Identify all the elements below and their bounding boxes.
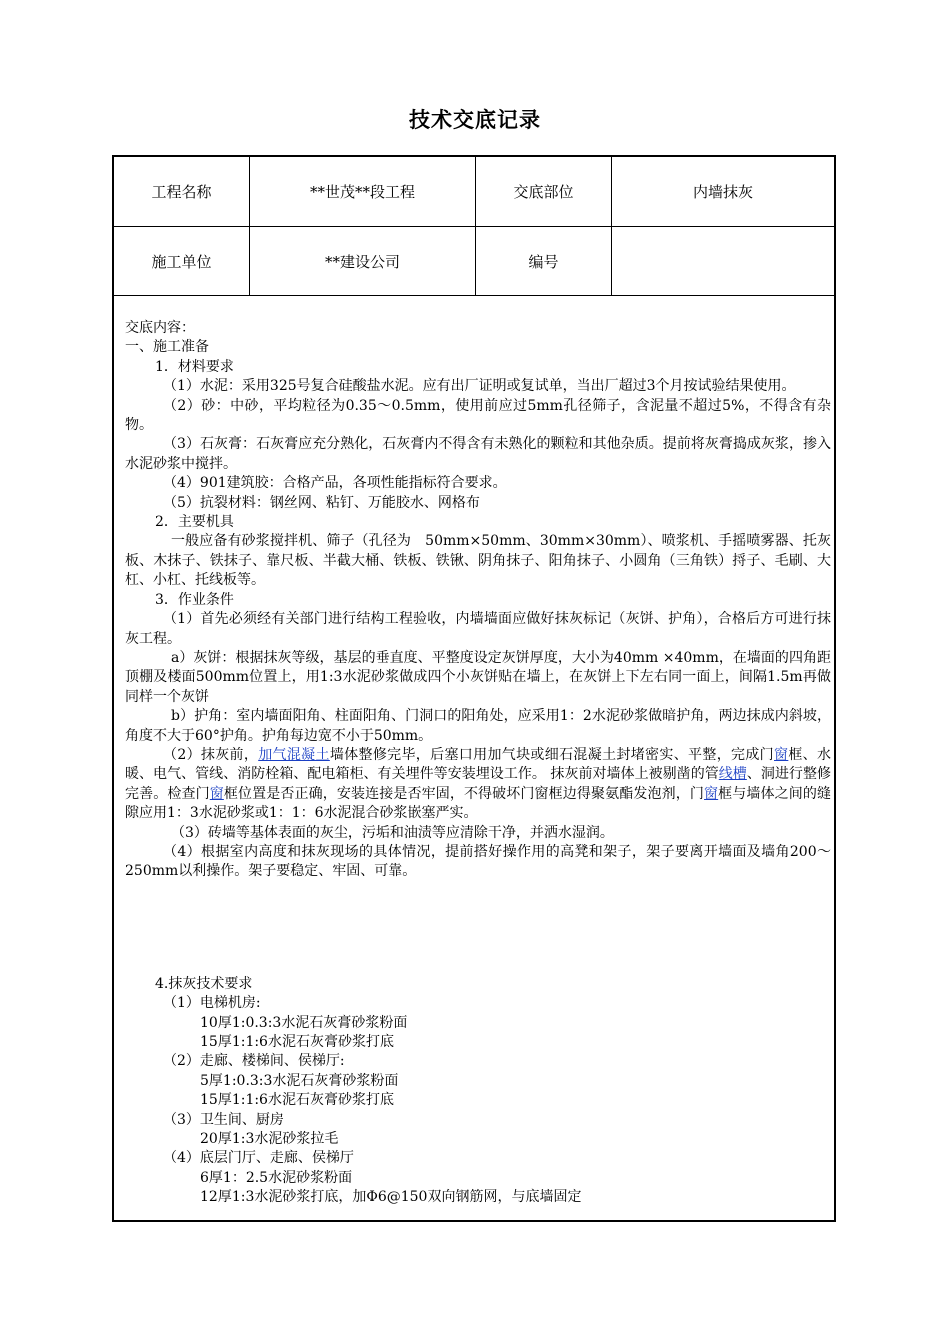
text-run: （2）抹灰前， <box>163 746 259 763</box>
subsection-heading: 4.抹灰技术要求 <box>155 975 253 992</box>
material-item: （5）抗裂材料：钢丝网、粘钉、万能胶水、网格布 <box>163 494 480 511</box>
text-run: 、洞进行整修完善。检查门 <box>125 766 831 802</box>
subsection-heading: 2．主要机具 <box>155 514 234 531</box>
subsection-heading: 1．材料要求 <box>155 358 234 375</box>
section-heading: 一、施工准备 <box>125 339 209 356</box>
requirement-item: （3）卫生间、厨房 <box>163 1111 284 1128</box>
requirement-detail: 15厚1:1:6水泥石灰膏砂浆打底 <box>200 1092 394 1109</box>
number-label: 编号 <box>528 253 559 271</box>
requirement-detail: 6厚1：2.5水泥砂浆粉面 <box>200 1169 353 1186</box>
content-intro: 交底内容： <box>125 320 195 336</box>
text-run: 框、水暖、电气、管线、消防栓箱、配电箱柜、有关埋件等安装埋设工作。 抹灰前对墙体上被剔凿的管 <box>125 746 831 783</box>
position-value: 内墙抹灰 <box>692 183 753 201</box>
aerated-concrete-link[interactable]: 加气混凝土 <box>258 746 330 763</box>
blank-space <box>125 882 831 975</box>
unit-value: **建设公司 <box>324 253 400 271</box>
condition-item: （1）首先必须经有关部门进行结构工程验收，内墙墙面应做好抹灰标记（灰饼、护角），合格后方可进行抹灰工程。 <box>125 611 831 647</box>
tools-paragraph: 一般应备有砂浆搅拌机、筛子（孔径为 50mm×50mm、30mm×30mm）、喷浆机、手摇喷雾器、托灰板、木抹子、铁抹子、靠尺板、半截大桶、铁板、铁锹、阴角抹子、阳角抹子、小圆角（三角铁）捋子、毛刷、大杠、小杠、托线板等。 <box>125 533 831 589</box>
requirement-detail: 20厚1:3水泥砂浆拉毛 <box>200 1131 339 1148</box>
subsection-heading: 3．作业条件 <box>155 591 234 608</box>
requirement-detail: 15厚1:1:6水泥石灰膏砂浆打底 <box>200 1034 394 1050</box>
condition-item: （4）根据室内高度和抹灰现场的具体情况，提前搭好操作用的高凳和架子，架子要离开墙面及墙角200～250mm以利操作。架子要稳定、牢固、可靠。 <box>125 843 831 880</box>
text-run: 墙体整修完毕，后塞口用加气块或细石混凝土封堵密实、平整，完成门 <box>329 746 775 763</box>
requirement-item: （2）走廊、楼梯间、侯梯厅: <box>163 1053 345 1070</box>
condition-item: （3）砖墙等基体表面的灰尘，污垢和油渍等应清除干净，并洒水湿润。 <box>171 824 614 841</box>
condition-item: a）灰饼：根据抹灰等级，基层的垂直度、平整度设定灰饼厚度，大小为40mm ×40mm，在墙面的四角距顶棚及楼面500mm位置上，用1:3水泥砂浆做成四个小灰饼贴在墙上，在灰饼上下左右同一面上，间隔1.5m再做同样一个灰饼 <box>125 649 831 705</box>
requirement-item: （4）底层门厅、走廊、侯梯厅 <box>163 1150 354 1167</box>
text-run: 框与墙体之间的缝隙应用1：3水泥砂浆或1：1：6水泥混合砂浆嵌塞严实。 <box>125 785 832 822</box>
material-item: （1）水泥：采用325号复合硅酸盐水泥。应有出厂证明或复试单，当出厂超过3个月按试验结果使用。 <box>163 378 796 395</box>
disclosure-content <box>125 319 831 1208</box>
window-link[interactable]: 窗 <box>774 746 789 763</box>
requirement-detail: 12厚1:3水泥砂浆打底，加Φ6@150双向钢筋网，与底墙固定 <box>200 1189 582 1206</box>
project-name-label: 工程名称 <box>151 183 212 201</box>
requirement-item: （1）电梯机房: <box>163 995 261 1012</box>
disclosure-table <box>112 155 836 1222</box>
wire-groove-link[interactable]: 线槽 <box>718 766 747 783</box>
material-item: （4）901建筑胶：合格产品，各项性能指标符合要求。 <box>163 475 507 492</box>
window-link[interactable]: 窗 <box>704 785 719 802</box>
window-link[interactable]: 窗 <box>209 785 224 802</box>
material-item: （3）石灰膏：石灰膏应充分熟化，石灰膏内不得含有未熟化的颗粒和其他杂质。提前将灰膏捣成灰浆，掺入水泥砂浆中搅拌。 <box>125 436 831 472</box>
project-name-value: **世茂**段工程 <box>309 183 415 201</box>
unit-label: 施工单位 <box>151 253 212 271</box>
number-value <box>612 227 834 296</box>
document-title: 技术交底记录 <box>409 107 541 132</box>
material-item: （2）砂：中砂，平均粒径为0.35～0.5mm，使用前应过5mm孔径筛子，含泥量不超过5%，不得含有杂物。 <box>125 397 831 434</box>
text-run: 框位置是否正确，安装连接是否牢固，不得破坏门窗框边得聚氨酯发泡剂，门 <box>223 785 705 802</box>
requirement-detail: 5厚1:0.3:3水泥石灰膏砂浆粉面 <box>200 1072 399 1089</box>
condition-item <box>125 746 831 824</box>
condition-item: b）护角：室内墙面阳角、柱面阳角、门洞口的阳角处，应采用1：2水泥砂浆做暗护角，两边抹成内斜坡，角度不大于60°护角。护角每边宽不小于50mm。 <box>125 708 831 744</box>
position-label: 交底部位 <box>513 183 574 201</box>
requirement-detail: 10厚1:0.3:3水泥石灰膏砂浆粉面 <box>200 1014 408 1031</box>
